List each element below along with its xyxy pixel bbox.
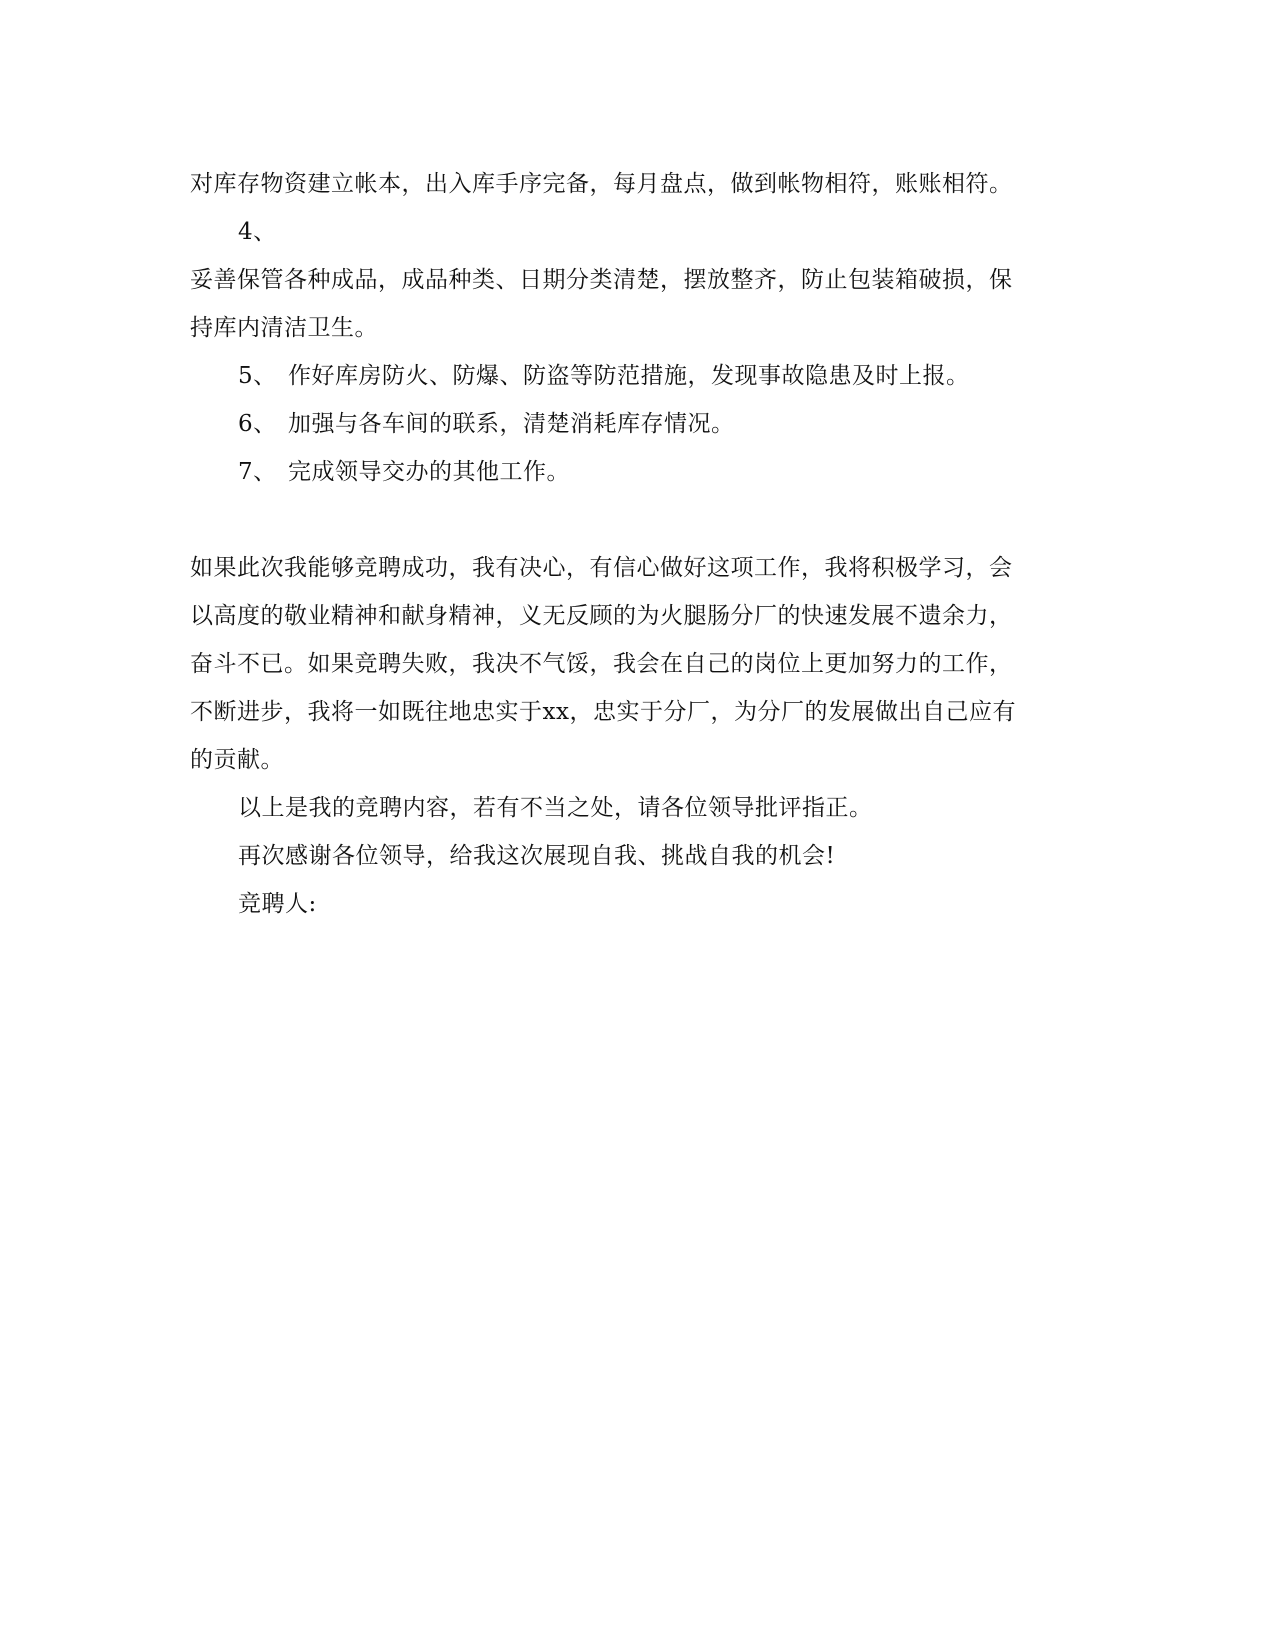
list-item-5 xyxy=(190,352,1070,400)
closing-line-1: 以上是我的竞聘内容，若有不当之处，请各位领导批评指正。 xyxy=(238,795,873,821)
item-7-number: 7、 xyxy=(238,459,277,485)
item-5-text: 作好库房防火、防爆、防盗等防范措施，发现事故隐患及时上报。 xyxy=(288,363,970,389)
text-line-1: 对库存物资建立帐本，出入库手序完备，每月盘点，做到帐物相符，账账相符。 xyxy=(190,171,1013,197)
list-item-7 xyxy=(190,448,1070,496)
item-5-number: 5、 xyxy=(238,363,277,389)
document-body xyxy=(190,160,1070,928)
item-7-text: 完成领导交办的其他工作。 xyxy=(288,459,570,485)
paragraph-line-1: 如果此次我能够竞聘成功，我有决心，有信心做好这项工作，我将积极学习，会 xyxy=(190,555,1013,581)
closing-line-2: 再次感谢各位领导，给我这次展现自我、挑战自我的机会! xyxy=(238,843,836,869)
item-4-number: 4、 xyxy=(238,219,277,245)
item-4-text-line-1: 妥善保管各种成品，成品种类、日期分类清楚，摆放整齐，防止包装箱破损，保 xyxy=(190,267,1013,293)
item-6-text: 加强与各车间的联系，清楚消耗库存情况。 xyxy=(288,411,735,437)
signature-label: 竞聘人: xyxy=(238,891,317,917)
paragraph-spacer xyxy=(190,496,1070,544)
item-4-text-line-2: 持库内清洁卫生。 xyxy=(190,315,378,341)
paragraph-line-4: 不断进步，我将一如既往地忠实于xx，忠实于分厂，为分厂的发展做出自己应有 xyxy=(190,699,1016,725)
item-6-number: 6、 xyxy=(238,411,277,437)
paragraph-line-3: 奋斗不已。如果竞聘失败，我决不气馁，我会在自己的岗位上更加努力的工作， xyxy=(190,651,1013,677)
list-item-6 xyxy=(190,400,1070,448)
paragraph-line-5: 的贡献。 xyxy=(190,747,284,773)
paragraph-line-2: 以高度的敬业精神和献身精神，义无反顾的为火腿肠分厂的快速发展不遗余力， xyxy=(190,603,1013,629)
